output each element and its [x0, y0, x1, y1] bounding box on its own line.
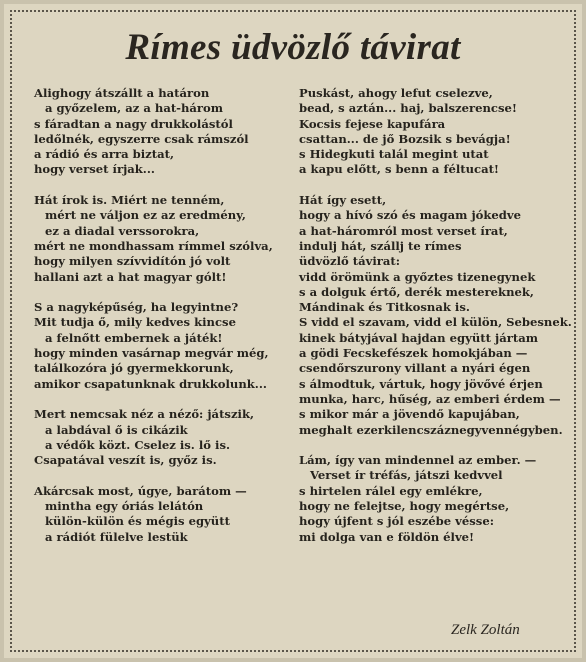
stanza	[34, 86, 282, 178]
poem-line: Hát így esett,	[299, 193, 387, 208]
poem-line: Kocsis fejese kapufára	[299, 116, 446, 131]
poem-line: találkozóra jó gyermekkorunk,	[34, 361, 234, 376]
left-column	[34, 86, 282, 560]
poem-line: Akárcsak most, úgye, barátom —	[34, 483, 247, 498]
poem-line: a labdával ő is cikázik	[45, 422, 188, 437]
poem-line: kinek bátyjával hajdan együtt jártam	[299, 330, 538, 345]
stanza	[299, 86, 567, 178]
poem-line: a győzelem, az a hat-három	[45, 101, 224, 116]
right-column	[299, 86, 572, 560]
poem-line: a felnőtt embernek a játék!	[45, 330, 223, 345]
poem-line: a kapu előtt, s benn a féltucat!	[299, 162, 500, 177]
poem-line: meghalt ezerkilencszáznegyvennégyben.	[299, 422, 563, 437]
poem-line: üdvözlő távirat:	[299, 254, 401, 269]
poem-line: a rádiót fülelve lestük	[45, 529, 188, 544]
poem-line: Verset ír tréfás, játszi kedvvel	[310, 468, 503, 483]
poem-line: Csapatával veszít is, győz is.	[34, 453, 217, 468]
poem-line: hogy újfent s jól eszébe vésse:	[299, 514, 494, 529]
poem-line: hogy ne felejtse, hogy megértse,	[299, 499, 510, 514]
poem-line: s álmodtuk, vártuk, hogy jövővé érjen	[299, 376, 543, 391]
poem-line: vidd örömünk a győztes tizenegynek	[299, 269, 536, 284]
stanza	[299, 193, 572, 438]
poem-line: hogy a hívó szó és magam jókedve	[299, 208, 522, 223]
poem-line: mért ne mondhassam rímmel szólva,	[34, 238, 273, 253]
stanza	[299, 453, 567, 545]
poem-line: csattan... de jő Bozsik s bevágja!	[299, 131, 511, 146]
poem-line: Hát írok is. Miért ne tenném,	[34, 193, 225, 208]
stanza	[34, 484, 282, 545]
stanza	[34, 300, 282, 392]
poem-line: bead, s aztán... haj, balszerencse!	[299, 101, 517, 116]
poem-line: Mándinak és Titkosnak is.	[299, 300, 470, 315]
poem-line: Lám, így van mindennel az ember. —	[299, 453, 537, 468]
poem-line: hogy milyen szívvidítón jó volt	[34, 254, 231, 269]
poem-line: a rádió és arra biztat,	[34, 147, 175, 162]
poem-line: ledőlnék, egyszerre csak rámszól	[34, 131, 249, 146]
poem-line: s hirtelen rálel egy emlékre,	[299, 483, 483, 498]
poem-line: S vidd el szavam, vidd el külön, Sebesnek.	[299, 315, 572, 330]
poem-line: Alighogy átszállt a határon	[34, 86, 210, 100]
author-signature: Zelk Zoltán	[451, 622, 520, 638]
poem-line: mintha egy óriás lelátón	[45, 499, 204, 514]
poem-line: s a dolguk értő, derék mestereknek,	[299, 284, 534, 299]
poem-line: indulj hát, szállj te rímes	[299, 238, 462, 253]
poem-line: külön-külön és mégis együtt	[45, 514, 230, 529]
poem-line: mi dolga van e földön élve!	[299, 529, 475, 544]
poem-line: hallani azt a hat magyar gólt!	[34, 269, 227, 284]
poem-line: ez a diadal verssorokra,	[45, 223, 200, 238]
poem-line: a védők közt. Cselez is. lő is.	[45, 437, 231, 452]
poem-line: Mert nemcsak néz a néző: játszik,	[34, 407, 255, 422]
stanza	[34, 193, 282, 285]
stanza	[34, 407, 282, 468]
poem-line: munka, harc, hűség, az emberi érdem —	[299, 391, 561, 406]
poem-line: a hat-háromról most verset írat,	[299, 223, 508, 238]
poem-line: S a nagyképűség, ha legyintne?	[34, 300, 239, 315]
poem-line: hogy minden vasárnap megvár még,	[34, 346, 269, 361]
poem-line: s Hidegkuti talál megint utat	[299, 147, 489, 162]
poem-line: a gödi Fecskefészek homokjában —	[299, 346, 528, 361]
poem-line: csendőrszurony villant a nyári égen	[299, 361, 531, 376]
poem-line: Mit tudja ő, mily kedves kincse	[34, 315, 236, 330]
poem-line: amikor csapatunknak drukkolunk...	[34, 376, 267, 391]
poem-line: mért ne váljon ez az eredmény,	[45, 208, 246, 223]
poem-line: s mikor már a jövendő kapujában,	[299, 407, 520, 422]
poem-title: Rímes üdvözlő távirat	[125, 27, 461, 68]
poem-line: Puskást, ahogy lefut cselezve,	[299, 86, 493, 100]
poem-line: s fáradtan a nagy drukkolástól	[34, 116, 233, 131]
poem-line: hogy verset írjak...	[34, 162, 155, 177]
